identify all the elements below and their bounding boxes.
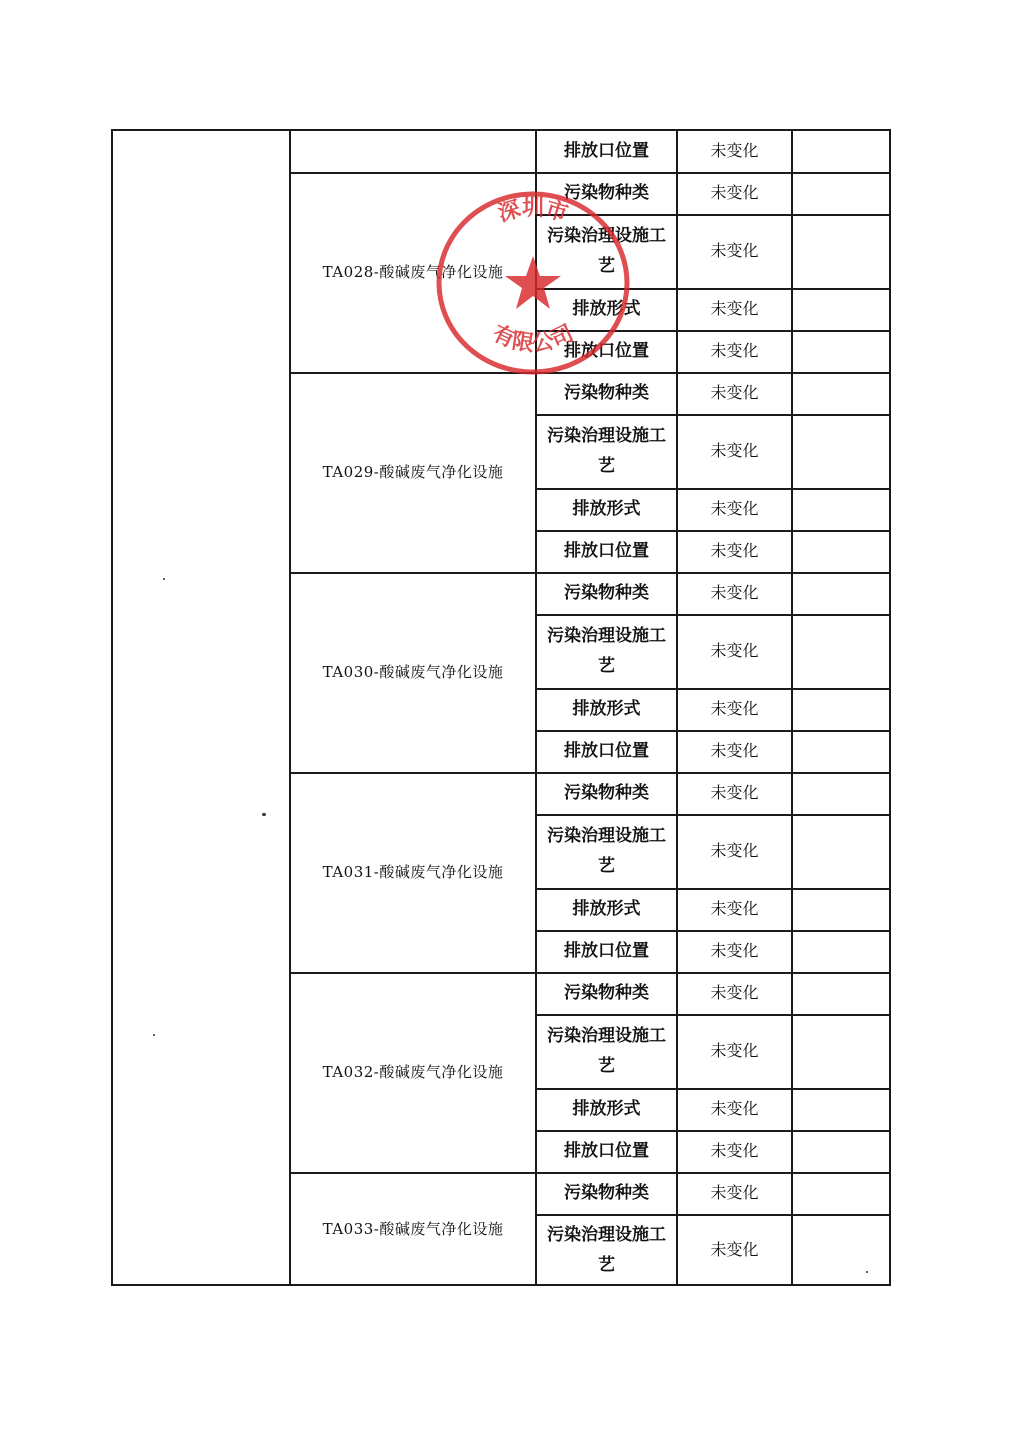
remarks-cell [793,330,889,372]
status-cell: 未变化 [710,983,759,1002]
scan-speck [866,1271,868,1273]
status-cell: 未变化 [710,241,759,260]
attribute-cell: 排放口位置 [564,341,649,361]
status-cell: 未变化 [710,941,759,960]
remarks-cell [793,1130,889,1172]
facility-name: TA031-酸碱废气净化设施 [322,863,504,881]
remarks-cell [793,730,889,772]
scan-speck [163,578,165,580]
remarks-cell [793,688,889,730]
facility-name: TA030-酸碱废气净化设施 [322,663,504,681]
remarks-cell [793,414,889,488]
remarks-cell [793,1014,889,1088]
status-cell: 未变化 [710,383,759,402]
attribute-cell: 污染治理设施工艺 [547,626,666,676]
attribute-cell: 排放口位置 [564,541,649,561]
facility-name: TA033-酸碱废气净化设施 [322,1220,504,1238]
remarks-cell [793,172,889,214]
status-cell: 未变化 [710,1240,759,1259]
status-cell: 未变化 [710,441,759,460]
remarks-cell [793,372,889,414]
attribute-cell: 排放形式 [572,699,641,719]
attribute-cell: 排放形式 [572,499,641,519]
status-cell: 未变化 [710,1141,759,1160]
attribute-cell: 污染治理设施工艺 [547,826,666,876]
status-cell: 未变化 [710,841,759,860]
facility-name: TA032-酸碱废气净化设施 [322,1063,504,1081]
remarks-cell [793,488,889,530]
attribute-cell: 污染物种类 [564,983,649,1003]
status-cell: 未变化 [710,183,759,202]
remarks-cell [793,972,889,1014]
status-cell: 未变化 [710,299,759,318]
remarks-cell [793,888,889,930]
status-cell: 未变化 [710,1183,759,1202]
seal-top-text: 深圳市 [495,195,571,228]
status-cell: 未变化 [710,341,759,360]
attribute-cell: 污染治理设施工艺 [547,1225,666,1275]
attribute-cell: 污染治理设施工艺 [547,226,666,276]
status-cell: 未变化 [710,541,759,560]
status-cell: 未变化 [710,783,759,802]
status-cell: 未变化 [710,899,759,918]
attribute-cell: 污染治理设施工艺 [547,426,666,476]
attribute-cell: 排放形式 [572,1099,641,1119]
status-cell: 未变化 [710,1041,759,1060]
status-cell: 未变化 [710,141,759,160]
attribute-cell: 排放口位置 [564,1141,649,1161]
attribute-cell: 排放口位置 [564,941,649,961]
seal-bottom-text: 有限公司 [488,320,578,357]
scan-speck [262,813,266,816]
remarks-cell [793,614,889,688]
facility-name: TA029-酸碱废气净化设施 [322,463,504,481]
scan-speck [153,1034,155,1036]
remarks-cell [793,572,889,614]
remarks-cell [793,1172,889,1214]
attribute-cell: 排放形式 [572,299,641,319]
attribute-cell: 污染物种类 [564,1183,649,1203]
status-cell: 未变化 [710,583,759,602]
attribute-cell: 排放口位置 [564,141,649,161]
remarks-cell [793,288,889,330]
status-cell: 未变化 [710,699,759,718]
remarks-cell [793,214,889,288]
remarks-cell [793,930,889,972]
attribute-cell: 污染物种类 [564,583,649,603]
facility-name: TA028-酸碱废气净化设施 [322,263,504,281]
attribute-cell: 污染治理设施工艺 [547,1026,666,1076]
attribute-cell: 排放形式 [572,899,641,919]
remarks-cell [793,814,889,888]
column-divider [535,129,537,1286]
remarks-cell [793,130,889,172]
remarks-cell [793,530,889,572]
status-cell: 未变化 [710,641,759,660]
status-cell: 未变化 [710,1099,759,1118]
attribute-cell: 排放口位置 [564,741,649,761]
attribute-cell: 污染物种类 [564,183,649,203]
status-cell: 未变化 [710,499,759,518]
remarks-cell [793,1088,889,1130]
remarks-cell [793,772,889,814]
facility-name [291,130,535,172]
remarks-cell [793,1214,889,1286]
attribute-cell: 污染物种类 [564,783,649,803]
attribute-cell: 污染物种类 [564,383,649,403]
status-cell: 未变化 [710,741,759,760]
